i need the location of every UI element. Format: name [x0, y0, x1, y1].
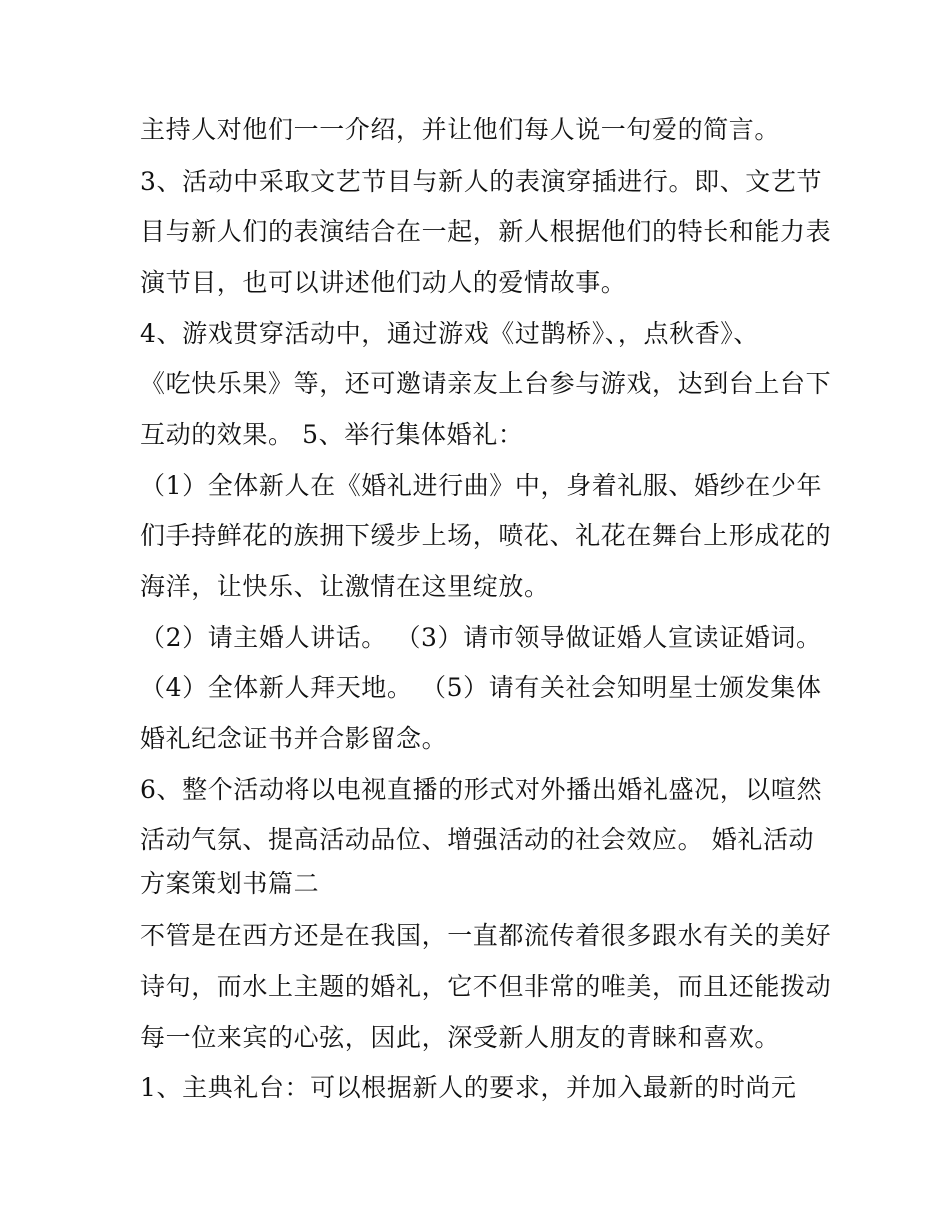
- text-line: 婚礼纪念证书并合影留念。: [140, 724, 448, 753]
- text-line: （2）请主婚人讲话。 （3）请市领导做证婚人宣读证婚词。: [140, 623, 822, 652]
- text-line: （1）全体新人在《婚礼进行曲》中，身着礼服、婚纱在少年: [140, 471, 823, 500]
- text-line: 目与新人们的表演结合在一起，新人根据他们的特长和能力表: [140, 217, 832, 246]
- text-line: 3、活动中采取文艺节目与新人的表演穿插进行。即、文艺节: [140, 167, 823, 196]
- text-line: 1、主典礼台：可以根据新人的要求，并加入最新的时尚元: [140, 1073, 797, 1102]
- section-heading: 方案策划书篇二: [140, 869, 320, 898]
- text-line: 演节目，也可以讲述他们动人的爱情故事。: [140, 268, 627, 297]
- text-line: 6、整个活动将以电视直播的形式对外播出婚礼盛况，以喧然: [140, 775, 823, 804]
- text-line: 4、游戏贯穿活动中，通过游戏《过鹊桥》、，点秋香》、: [140, 319, 760, 348]
- text-line: 们手持鲜花的族拥下缓步上场，喷花、礼花在舞台上形成花的: [140, 521, 832, 550]
- text-line: 互动的效果。 5、举行集体婚礼：: [140, 420, 524, 449]
- text-line: 活动气氛、提高活动品位、增强活动的社会效应。 婚礼活动: [140, 825, 815, 854]
- text-line: 主持人对他们一一介绍，并让他们每人说一句爱的简言。: [140, 115, 781, 144]
- text-line: 海洋，让快乐、让激情在这里绽放。: [140, 572, 550, 601]
- text-line: （4）全体新人拜天地。 （5）请有关社会知明星士颁发集体: [140, 673, 822, 702]
- text-line: 诗句，而水上主题的婚礼，它不但非常的唯美，而且还能拨动: [140, 972, 832, 1001]
- text-line: 《吃快乐果》等，还可邀请亲友上台参与游戏，达到台上台下: [140, 369, 832, 398]
- text-line: 每一位来宾的心弦，因此，深受新人朋友的青睐和喜欢。: [140, 1023, 781, 1052]
- text-line: 不管是在西方还是在我国，一直都流传着很多跟水有关的美好: [140, 921, 832, 950]
